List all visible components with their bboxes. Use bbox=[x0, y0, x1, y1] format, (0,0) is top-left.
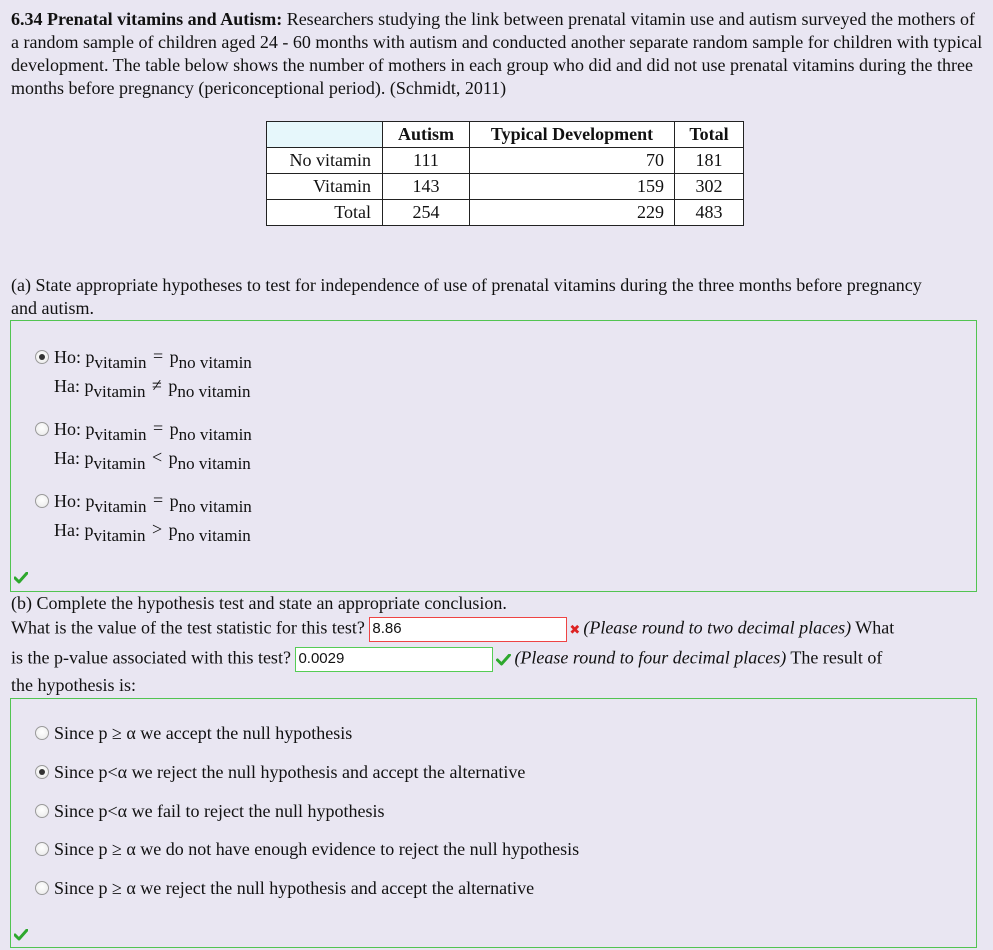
conclusion-option-5[interactable]: Since p ≥ α we reject the null hypothesis and accept the alternative bbox=[35, 878, 534, 899]
hypothesis-option-2[interactable]: Ho: pvitamin = pno vitamin Ha: pvitamin < pno vitamin bbox=[35, 415, 252, 473]
cell-typical: 229 bbox=[470, 200, 675, 226]
test-statistic-prompt: What is the value of the test statistic for this test? bbox=[11, 617, 365, 638]
radio-button-selected[interactable] bbox=[35, 350, 49, 364]
part-a-question: (a) State appropriate hypotheses to test for independence of use of prenatal vitamins during the three months before pregnancy and autism. bbox=[11, 275, 922, 318]
radio-button[interactable] bbox=[35, 422, 49, 436]
cell-autism: 254 bbox=[383, 200, 470, 226]
table-row bbox=[267, 174, 744, 200]
p-value-prompt-start: What bbox=[855, 617, 895, 638]
conclusion-option-1[interactable]: Since p ≥ α we accept the null hypothesis bbox=[35, 723, 352, 744]
p-value-input[interactable]: 0.0029 bbox=[295, 647, 493, 672]
row-label: No vitamin bbox=[267, 148, 383, 174]
table-header-autism: Autism bbox=[383, 122, 470, 148]
cell-total: 181 bbox=[675, 148, 744, 174]
p-value-line bbox=[11, 647, 882, 672]
problem-title: 6.34 Prenatal vitamins and Autism: bbox=[11, 9, 283, 29]
test-statistic-input[interactable]: 8.86 bbox=[369, 617, 567, 642]
radio-button[interactable] bbox=[35, 881, 49, 895]
table-header-total: Total bbox=[675, 122, 744, 148]
check-icon bbox=[14, 929, 28, 941]
incorrect-icon: ✖ bbox=[569, 622, 581, 638]
problem-statement bbox=[11, 8, 983, 100]
check-icon bbox=[14, 572, 28, 584]
cell-typical: 159 bbox=[470, 174, 675, 200]
check-icon bbox=[496, 654, 511, 666]
table-header-blank bbox=[267, 122, 383, 148]
radio-button[interactable] bbox=[35, 726, 49, 740]
cell-autism: 143 bbox=[383, 174, 470, 200]
cell-autism: 111 bbox=[383, 148, 470, 174]
cell-total: 302 bbox=[675, 174, 744, 200]
row-label: Total bbox=[267, 200, 383, 226]
hypothesis-option-1[interactable]: Ho: pvitamin = pno vitamin Ha: pvitamin ≠ pno vitamin bbox=[35, 343, 252, 401]
table-header-typical: Typical Development bbox=[470, 122, 675, 148]
radio-button-selected[interactable] bbox=[35, 765, 49, 779]
table-row bbox=[267, 200, 744, 226]
result-prompt: the hypothesis is: bbox=[11, 675, 136, 695]
problem-text: Researchers studying the link between prenatal vitamin use and autism surveyed the mothers of a random sample of children aged 24 - 60 months with autism and conducted another separate random sample for children with typical development. The table below shows the number of mothers in each group who did and did not use prenatal vitamins during the three months before pregnancy (periconceptional period). (Schmidt, 2011) bbox=[11, 9, 983, 98]
conclusion-option-3[interactable]: Since p<α we fail to reject the null hypothesis bbox=[35, 801, 385, 822]
table-header-row bbox=[267, 122, 744, 148]
cell-typical: 70 bbox=[470, 148, 675, 174]
p-value-note: (Please round to four decimal places) bbox=[514, 647, 787, 668]
hypothesis-option-3[interactable]: Ho: pvitamin = pno vitamin Ha: pvitamin > pno vitamin bbox=[35, 487, 252, 545]
result-prompt-start: The result of bbox=[790, 647, 883, 668]
cell-total: 483 bbox=[675, 200, 744, 226]
table-row bbox=[267, 148, 744, 174]
radio-button[interactable] bbox=[35, 804, 49, 818]
p-value-prompt: is the p-value associated with this test? bbox=[11, 647, 291, 668]
conclusion-option-2[interactable]: Since p<α we reject the null hypothesis and accept the alternative bbox=[35, 762, 525, 783]
radio-button[interactable] bbox=[35, 494, 49, 508]
part-b-question: (b) Complete the hypothesis test and state an appropriate conclusion. bbox=[11, 593, 507, 613]
test-statistic-line bbox=[11, 617, 894, 642]
conclusion-option-4[interactable]: Since p ≥ α we do not have enough evidence to reject the null hypothesis bbox=[35, 839, 579, 860]
row-label: Vitamin bbox=[267, 174, 383, 200]
test-statistic-note: (Please round to two decimal places) bbox=[583, 617, 852, 638]
radio-button[interactable] bbox=[35, 842, 49, 856]
contingency-table bbox=[266, 121, 744, 226]
